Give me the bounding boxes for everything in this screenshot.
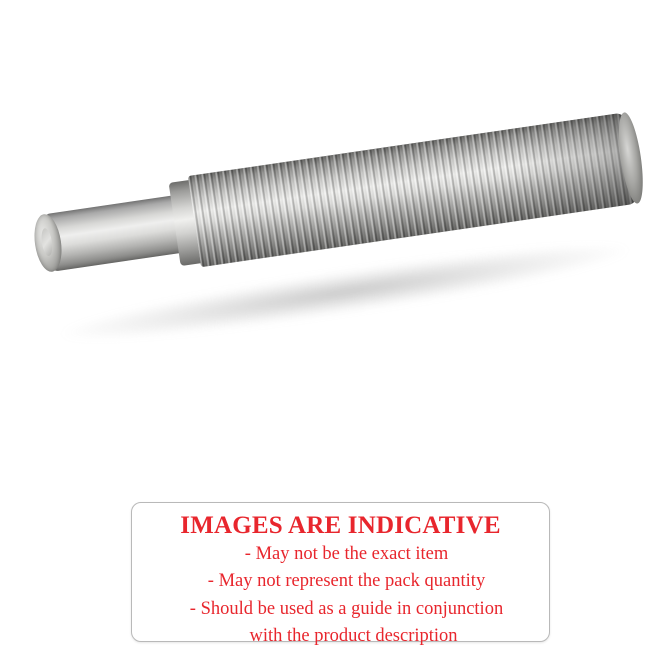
notice-line-3: - Should be used as a guide in conjunction (189, 598, 504, 619)
notice-line-2: - May not represent the pack quantity (207, 571, 486, 592)
notice-line-1: - May not be the exact item (244, 543, 449, 564)
indicative-image-notice (131, 502, 550, 646)
notice-line-4: with the product description (249, 625, 458, 646)
pulley-shaft (44, 194, 189, 271)
notice-title: IMAGES ARE INDICATIVE (180, 512, 501, 539)
